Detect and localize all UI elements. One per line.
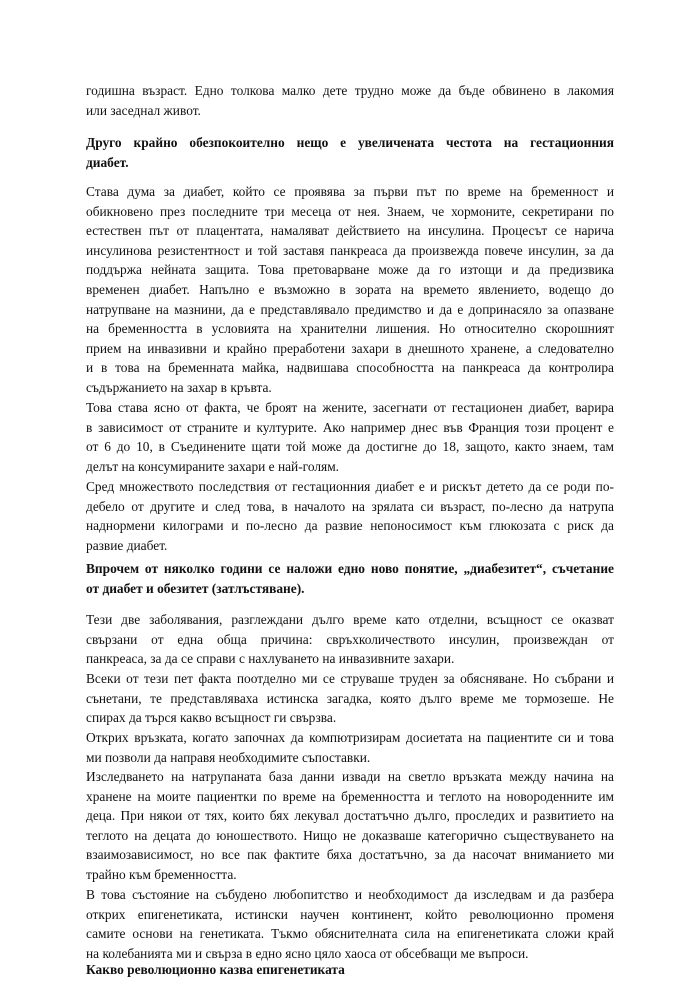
text-line: В това състояние на събудено любопитство и необходимост да изследвам и да разбера bbox=[86, 887, 614, 902]
text-line: дебело от другите и след това, в началото на зрялата си възраст, по-лесно да натрупа bbox=[86, 498, 614, 514]
text-line: Това става ясно от факта, че броят на жените, засегнати от гестационен диабет, варира bbox=[86, 400, 614, 415]
text-line: хранене на моите пациентки по време на бременността и теглото на новороденните им bbox=[86, 788, 614, 804]
heading-line: диабет. bbox=[86, 154, 129, 170]
text-line: прием на инвазивни и крайно преработени захари в днешното хранене, а следователно bbox=[86, 340, 614, 356]
text-line: ми позволи да направя необходимите съпоставки. bbox=[86, 749, 371, 765]
paragraph-two-diseases bbox=[86, 610, 614, 669]
paragraph-connection bbox=[86, 728, 614, 767]
text-line: Тези две заболявания, разглеждани дълго време като отделни, всъщност се оказват bbox=[86, 612, 614, 627]
paragraph-five-facts bbox=[86, 669, 614, 728]
text-line: Открих връзката, когато започнах да компютризирам досиетата на пациентите си и това bbox=[86, 730, 614, 745]
paragraph-country-rates bbox=[86, 398, 614, 476]
text-line: поддържа нейната защита. Това претоварване може да го изтощи и да предизвика bbox=[86, 262, 614, 278]
text-line: Става дума за диабет, който се проявява за първи път по време на бременност и bbox=[86, 184, 614, 199]
text-line: наднормени килограми и по-лесно да развие непоносимост към глюкозата с риск да bbox=[86, 518, 614, 534]
text-line: на бременността в условията на хранителни лишения. Но относително скорошният bbox=[86, 321, 614, 337]
section-heading-gestational-diabetes bbox=[86, 133, 614, 172]
text-line: временен диабет. Напълно е възможно в зората на времето явлението, водещо до bbox=[86, 281, 614, 297]
section-heading-diabesity bbox=[86, 559, 614, 598]
text-line: свързани от една обща причина: свръхколичеството инсулин, произвеждан от bbox=[86, 631, 614, 647]
text-line: Всеки от тези пет факта поотделно ми се струваше труден за обясняване. Но събрани и bbox=[86, 671, 614, 686]
paragraph-consequences bbox=[86, 477, 614, 555]
text-line: годишна възраст. Едно толкова малко дете трудно може да бъде обвинено в лакомия bbox=[86, 83, 614, 98]
text-line: инсулинова резистентност и той заставя панкреаса да произвежда повече инсулин, за да bbox=[86, 242, 614, 258]
text-line: и в това на бременната майка, надвишава способността на панкреаса да контролира bbox=[86, 360, 614, 376]
section-heading-epigenetics bbox=[86, 960, 614, 980]
heading-line: Впрочем от няколко години се наложи едно ново понятие, „диабезитет“, съчетание bbox=[86, 561, 614, 576]
text-line: панкреаса, за да се справи с нахлуването на инвазивните захари. bbox=[86, 651, 455, 667]
text-line: самите основи на генетиката. Тъкмо обяснителната сила на епигенетиката сложи край bbox=[86, 926, 614, 942]
text-line: от 6 до 10, в Съединените щати той може да достигне до 18, защото, както знаем, там bbox=[86, 439, 614, 455]
paragraph-diabetes-pregnancy bbox=[86, 182, 614, 398]
text-line: Сред множеството последствия от гестационния диабет е и рискът детето да се роди по- bbox=[86, 479, 614, 494]
text-line: Изследването на натрупаната база данни извади на светло връзката между начина на bbox=[86, 769, 614, 784]
text-line: естествен път от плацентата, намаляват действието на инсулина. Процесът се нарича bbox=[86, 223, 614, 239]
text-line: делът на консумираните захари е най-голям. bbox=[86, 458, 340, 474]
heading-line: Друго крайно обезпокоително нещо е увеличената честота на гестационния bbox=[86, 135, 614, 150]
text-line: на колебанията ми и свърза в едно ясно цяло хаоса от обсебващи ме въпроси. bbox=[86, 945, 529, 961]
text-line: спирах да търся какво всъщност ги свързва. bbox=[86, 710, 337, 726]
text-line: развие диабет. bbox=[86, 537, 168, 553]
paragraph-epigenetics-discovery bbox=[86, 885, 614, 963]
text-line: обикновено през последните три месеца от нея. Знаем, че хормоните, секретирани по bbox=[86, 203, 614, 219]
text-line: в зависимост от страните и културите. Ако например днес във Франция този процент е bbox=[86, 419, 614, 435]
text-line: открих епигенетиката, истински научен континент, който революционно променя bbox=[86, 906, 614, 922]
text-line: съдържанието на захар в кръвта. bbox=[86, 379, 272, 395]
text-line: или заседнал живот. bbox=[86, 102, 201, 118]
paragraph-research bbox=[86, 767, 614, 885]
text-line: трайно към бременността. bbox=[86, 866, 237, 882]
heading-line: Какво революционно казва епигенетиката bbox=[86, 962, 345, 977]
text-line: натрупване на мазнини, да е представлявало предимство и да е допринасяло за опазване bbox=[86, 301, 614, 317]
paragraph-continuation bbox=[86, 81, 614, 120]
text-line: теглото на децата до юношеството. Нищо не доказваше категорично съществуването на bbox=[86, 827, 614, 843]
text-line: деца. При някои от тях, които бях лекувал достатъчно дълго, проследих и развитието на bbox=[86, 808, 614, 824]
heading-line: от диабет и обезитет (затлъстяване). bbox=[86, 580, 305, 596]
text-line: взаимозависимост, но все пак фактите бяха достатъчно, за да насочат вниманието ми bbox=[86, 847, 614, 863]
text-line: сънетани, те представляваха истинска загадка, която дълго време ме тормозеше. Не bbox=[86, 690, 614, 706]
